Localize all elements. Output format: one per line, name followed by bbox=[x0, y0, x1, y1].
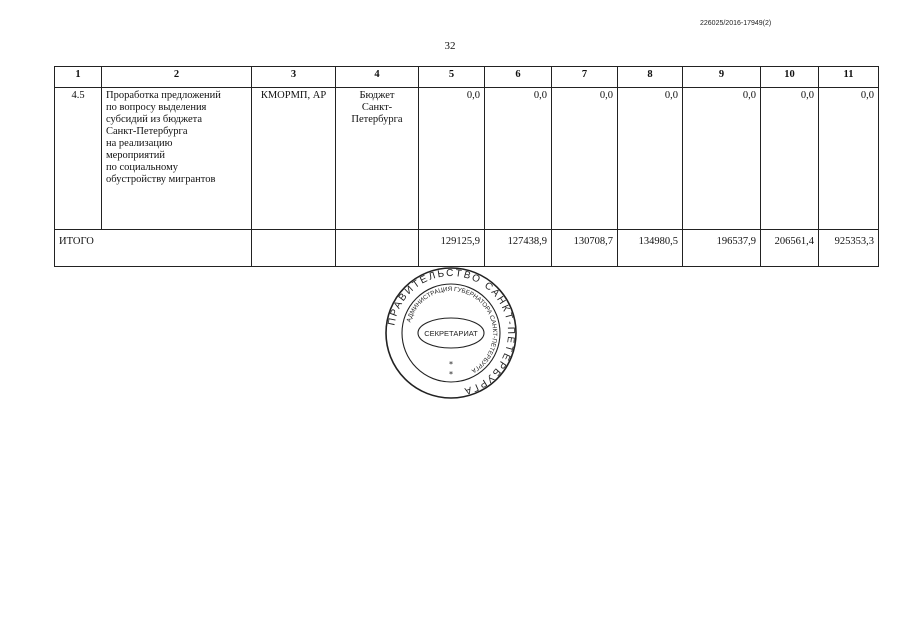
star-icon: * bbox=[449, 360, 453, 369]
total-value-cell: 129125,9 bbox=[419, 230, 485, 267]
value-cell: 0,0 bbox=[485, 88, 552, 230]
total-value-cell: 127438,9 bbox=[485, 230, 552, 267]
funding-source-line: Петербурга bbox=[351, 114, 403, 125]
value-cell: 0,0 bbox=[618, 88, 683, 230]
empty-cell bbox=[336, 230, 419, 267]
column-number: 2 bbox=[102, 67, 252, 88]
measure-name-line: по социальному bbox=[106, 162, 178, 173]
empty-cell bbox=[252, 230, 336, 267]
executor-cell: КМОРМП, АР bbox=[252, 88, 336, 230]
measure-name-line: субсидий из бюджета bbox=[106, 114, 203, 125]
budget-table bbox=[54, 66, 879, 267]
funding-source-cell bbox=[336, 88, 419, 230]
column-number: 5 bbox=[419, 67, 485, 88]
funding-source-line: Бюджет bbox=[359, 90, 395, 101]
value-cell: 0,0 bbox=[819, 88, 879, 230]
measure-name-line: обустройству мигрантов bbox=[106, 174, 216, 185]
value-cell: 0,0 bbox=[552, 88, 618, 230]
column-number: 11 bbox=[819, 67, 879, 88]
column-number: 3 bbox=[252, 67, 336, 88]
total-value-cell: 134980,5 bbox=[618, 230, 683, 267]
column-number: 4 bbox=[336, 67, 419, 88]
column-number: 6 bbox=[485, 67, 552, 88]
total-value-cell: 130708,7 bbox=[552, 230, 618, 267]
official-seal bbox=[384, 266, 518, 400]
star-icon: * bbox=[449, 370, 453, 379]
value-cell: 0,0 bbox=[683, 88, 761, 230]
total-value-cell: 196537,9 bbox=[683, 230, 761, 267]
measure-name bbox=[102, 88, 252, 230]
page-number: 32 bbox=[444, 40, 456, 52]
column-number: 9 bbox=[683, 67, 761, 88]
table-row bbox=[55, 88, 879, 230]
column-number: 10 bbox=[761, 67, 819, 88]
measure-name-line: мероприятий bbox=[106, 150, 165, 161]
column-number: 8 bbox=[618, 67, 683, 88]
funding-source-line: Санкт- bbox=[361, 102, 393, 113]
measure-name-line: по вопросу выделения bbox=[106, 102, 207, 113]
value-cell: 0,0 bbox=[761, 88, 819, 230]
row-number: 4.5 bbox=[55, 88, 102, 230]
measure-name-line: на реализацию bbox=[106, 138, 173, 149]
value-cell: 0,0 bbox=[419, 88, 485, 230]
seal-outer-text: ПРАВИТЕЛЬСТВО САНКТ-ПЕТЕРБУРГА bbox=[386, 267, 517, 397]
column-number: 1 bbox=[55, 67, 102, 88]
total-value-cell: 925353,3 bbox=[819, 230, 879, 267]
column-number: 7 bbox=[552, 67, 618, 88]
seal-center-text: СЕКРЕТАРИАТ bbox=[424, 329, 478, 338]
document-id: 226025/2016-17949(2) bbox=[700, 20, 772, 27]
seal-inner-text: АДМИНИСТРАЦИЯ ГУБЕРНАТОРА САНКТ-ПЕТЕРБУРГА bbox=[405, 285, 499, 375]
measure-name-line: Проработка предложений bbox=[106, 90, 221, 101]
total-value-cell: 206561,4 bbox=[761, 230, 819, 267]
total-row bbox=[55, 230, 879, 267]
measure-name-line: Санкт-Петербурга bbox=[106, 126, 188, 137]
column-number-row bbox=[55, 67, 879, 88]
total-label: ИТОГО bbox=[55, 230, 252, 267]
